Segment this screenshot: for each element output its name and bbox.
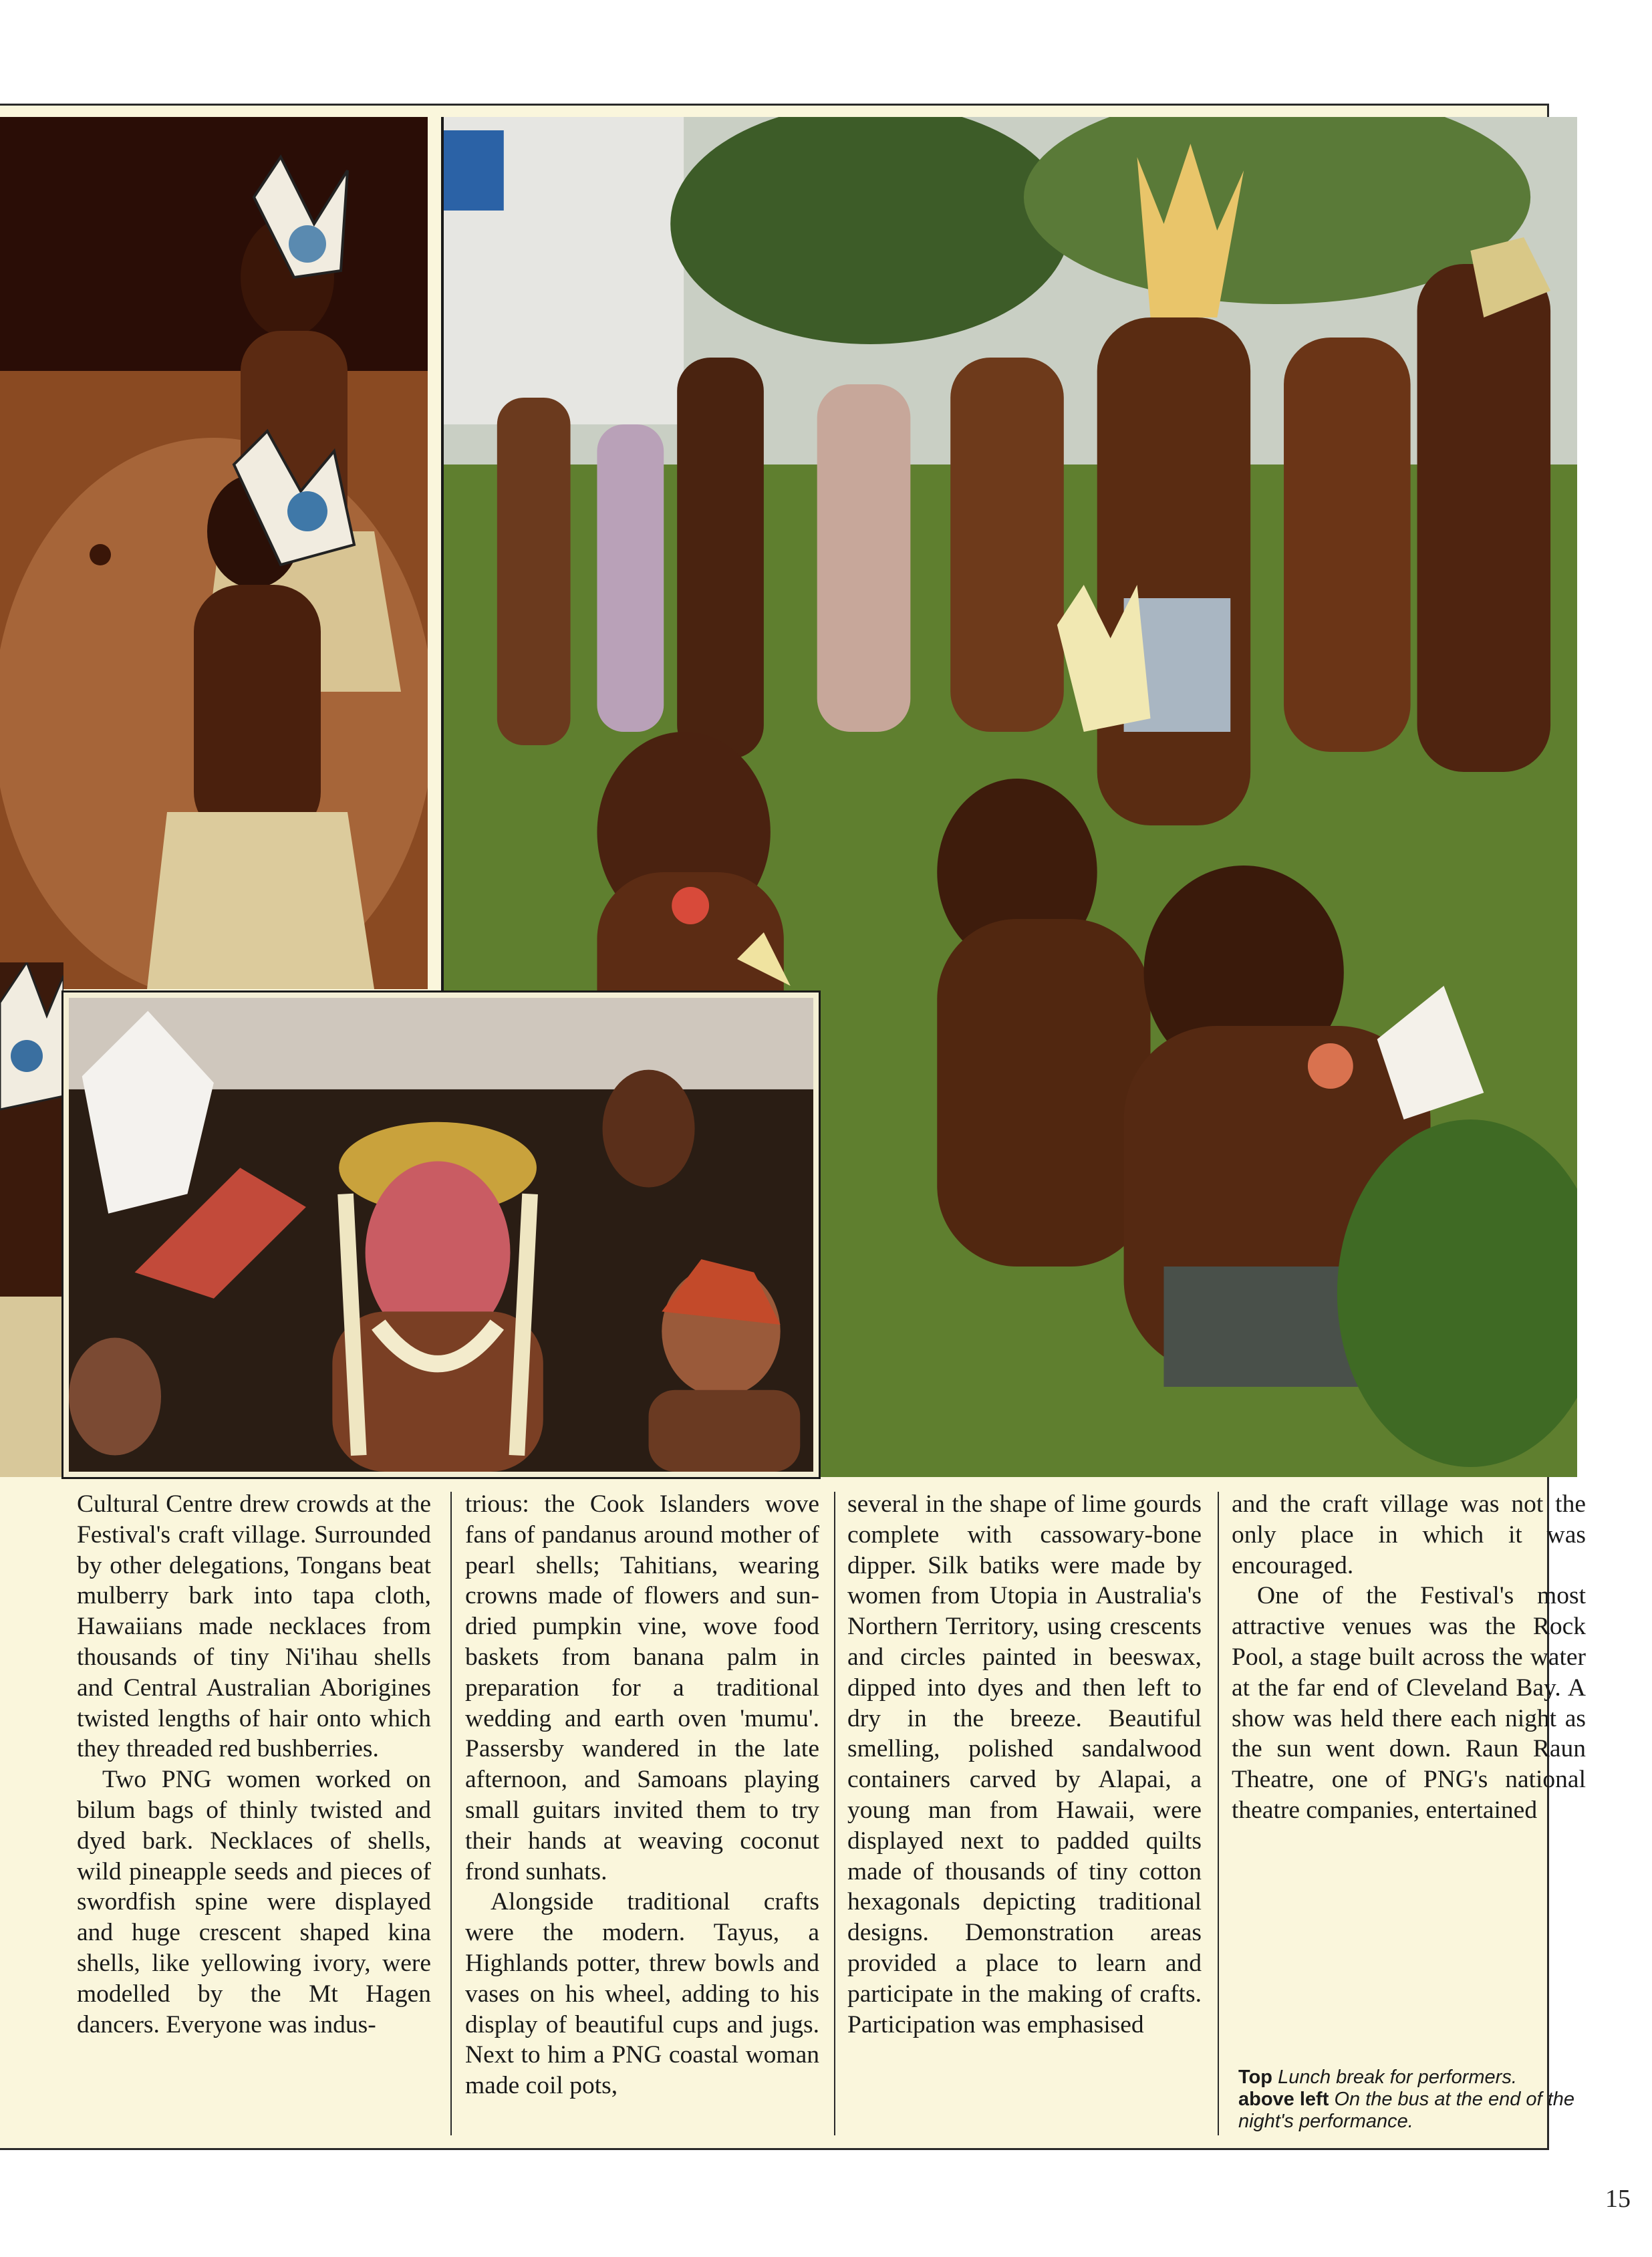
page-number: 15 [1605, 2185, 1631, 2213]
article-paragraph: Cultural Centre drew crowds at the Festival's craft village. Surrounded by other delegations, Tongans beat mulberry bark into tapa cloth, Hawaiians made necklaces from thousands of tiny Ni'ihau shells and Central Australian Aborigines twisted lengths of hair onto which they threaded red bushberries. [77, 1490, 431, 1763]
article-column-4 [1232, 1489, 1586, 1826]
column-rule [834, 1492, 835, 2135]
edge-fragment-illustration [0, 962, 63, 1477]
article-column-1 [77, 1489, 431, 2040]
photo-on-the-bus [63, 992, 819, 1477]
article-paragraph: trious: the Cook Islanders wove fans of pandanus around mother of pearl shells; Tahitians, wearing crowns made of flowers and sun-dried pumpkin vine, wove food baskets from banana palm in preparation for a traditional wedding and earth oven 'mumu'. Passersby wandered in the late afternoon, and Samoans playing small guitars invited them to try their hands at weaving coconut frond sunhats. [465, 1490, 819, 1885]
column-rule [450, 1492, 452, 2135]
caption-label-top: Top [1238, 2067, 1272, 2088]
caption-label-left: above left [1238, 2089, 1329, 2110]
column-rule [1218, 1492, 1219, 2135]
article-column-3 [847, 1489, 1202, 2040]
caption-text-left: On the bus at the end of the night's performance. [1238, 2089, 1574, 2132]
caption-text-top: Lunch break for performers. [1278, 2067, 1517, 2088]
photo-dancers [0, 117, 428, 989]
article-paragraph: One of the Festival's most attractive venues was the Rock Pool, a stage built across the water at the far end of Cleveland Bay. A show was held there each night as the sun went down. Raun Raun Theatre, one of PNG's national theatre companies, entertained [1232, 1582, 1586, 1824]
photo-edge-fragment [0, 962, 63, 1477]
article-paragraph: several in the shape of lime gourds complete with cassowary-bone dipper. Silk batiks were made by women from Utopia in Australia's Northern Territory, using crescents and circles painted in beeswax, dipped into dyes and then left to dry in the breeze. Beautiful smelling, polished sandalwood containers carved by Alapai, a young man from Hawaii, were displayed next to padded quilts made of thousands of tiny cotton hexagonals depicting traditional designs. Demonstration areas provided a place to learn and participate in the making of crafts. Participation was emphasised [847, 1490, 1202, 2038]
article-paragraph: and the craft village was not the only place in which it was encouraged. [1232, 1490, 1586, 1579]
bus-illustration [69, 998, 813, 1472]
article-column-2 [465, 1489, 819, 2101]
photo-caption [1238, 2067, 1606, 2133]
article-paragraph: Alongside traditional crafts were the modern. Tayus, a Highlands potter, threw bowls and vases on his wheel, adding to his display of beautiful cups and jugs. Next to him a PNG coastal woman made coil pots, [465, 1888, 819, 2100]
dancers-illustration [0, 117, 428, 989]
article-paragraph: Two PNG women worked on bilum bags of thinly twisted and dyed bark. Necklaces of shells, wild pineapple seeds and pieces of swordfish spine were displayed and huge crescent shaped kina shells, like yellowing ivory, were modelled by the Mt Hagen dancers. Everyone was indus- [77, 1766, 431, 2038]
